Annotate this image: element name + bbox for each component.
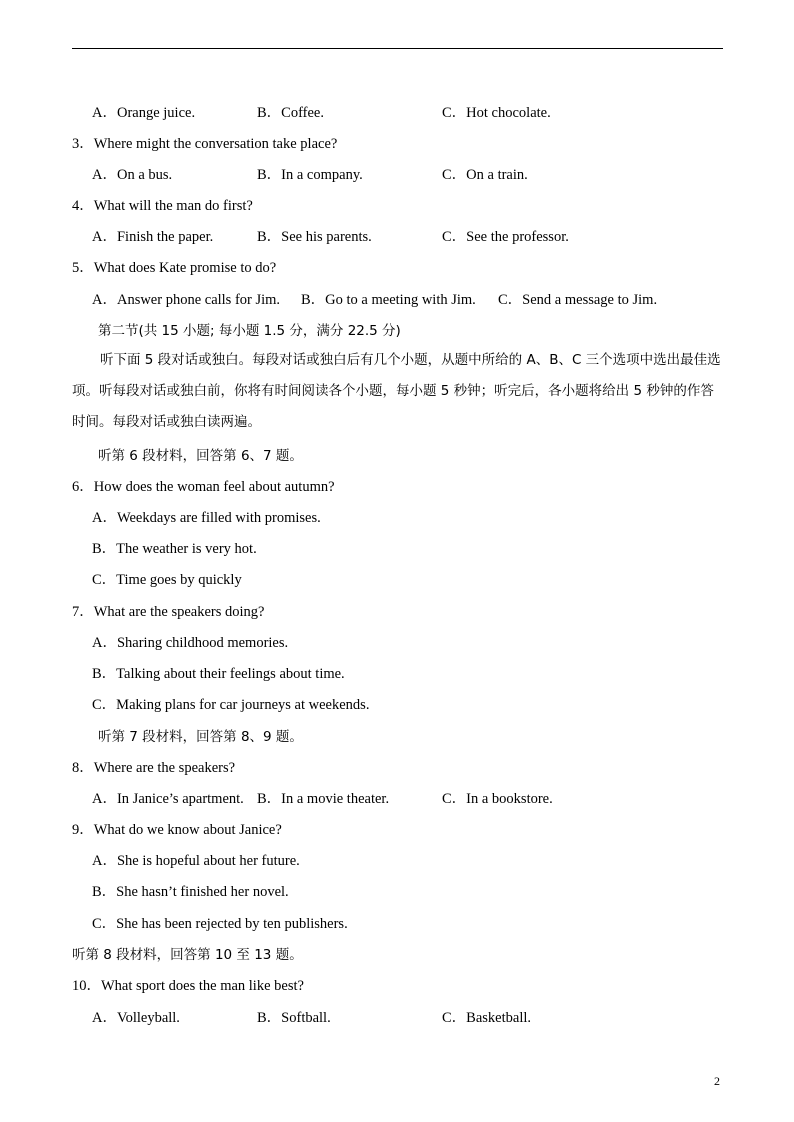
- option-c: C．She has been rejected by ten publishers.: [92, 916, 348, 932]
- question-4: 4．What will the man do first?: [72, 198, 253, 214]
- option-b: B．See his parents.: [257, 229, 372, 245]
- option-a: A．Sharing childhood memories.: [92, 635, 289, 651]
- material-6-heading: 听第 6 段材料，回答第 6、7 题。: [98, 448, 303, 464]
- question-7: 7．What are the speakers doing?: [72, 604, 265, 620]
- option-b: B．In a movie theater.: [257, 791, 390, 807]
- option-a: A．She is hopeful about her future.: [92, 853, 300, 869]
- question-5: 5．What does Kate promise to do?: [72, 260, 277, 276]
- option-b: B．She hasn’t finished her novel.: [92, 884, 289, 900]
- option-c: C．Time goes by quickly: [92, 572, 242, 588]
- material-7-heading: 听第 7 段材料，回答第 8、9 题。: [98, 729, 303, 745]
- page-number: 2: [714, 1074, 720, 1088]
- option-a: A．Orange juice.: [92, 105, 196, 121]
- material-8-heading: 听第 8 段材料，回答第 10 至 13 题。: [72, 947, 303, 963]
- option-c: C．Send a message to Jim.: [498, 292, 658, 308]
- option-b: B．The weather is very hot.: [92, 541, 257, 557]
- section-instructions: 听下面 5 段对话或独白。每段对话或独白后有几个小题，从题中所给的 A、B、C 三个选项中选出最佳选项。听每段对话或独白前，你将有时间阅读各个小题，每小题 5 秒钟；听完后，各小题将给出 5 秒钟的作答时间。每段对话或独白读两遍。: [72, 352, 721, 430]
- question-6: 6．How does the woman feel about autumn?: [72, 479, 335, 495]
- question-10: 10．What sport does the man like best?: [72, 978, 304, 994]
- option-a: A．Weekdays are filled with promises.: [92, 510, 321, 526]
- question-8: 8．Where are the speakers?: [72, 760, 236, 776]
- header-rule: [72, 48, 723, 49]
- option-c: C．In a bookstore.: [442, 791, 553, 807]
- question-3: 3．Where might the conversation take place?: [72, 136, 338, 152]
- option-a: A．Answer phone calls for Jim.: [92, 292, 281, 308]
- section-heading: 第二节(共 15 小题; 每小题 1.5 分，满分 22.5 分): [98, 323, 401, 339]
- option-a: A．Finish the paper.: [92, 229, 214, 245]
- option-b: B．Softball.: [257, 1010, 331, 1026]
- option-c: C．On a train.: [442, 167, 528, 183]
- option-b: B．Talking about their feelings about time.: [92, 666, 345, 682]
- option-a: A．On a bus.: [92, 167, 173, 183]
- option-c: C．Making plans for car journeys at weekends.: [92, 697, 370, 713]
- question-9: 9．What do we know about Janice?: [72, 822, 282, 838]
- option-c: C．Hot chocolate.: [442, 105, 551, 121]
- option-a: A．In Janice’s apartment.: [92, 791, 244, 807]
- option-b: B．In a company.: [257, 167, 363, 183]
- option-a: A．Volleyball.: [92, 1010, 180, 1026]
- option-c: C．See the professor.: [442, 229, 569, 245]
- option-c: C．Basketball.: [442, 1010, 532, 1026]
- option-b: B．Coffee.: [257, 105, 324, 121]
- option-b: B．Go to a meeting with Jim.: [301, 292, 476, 308]
